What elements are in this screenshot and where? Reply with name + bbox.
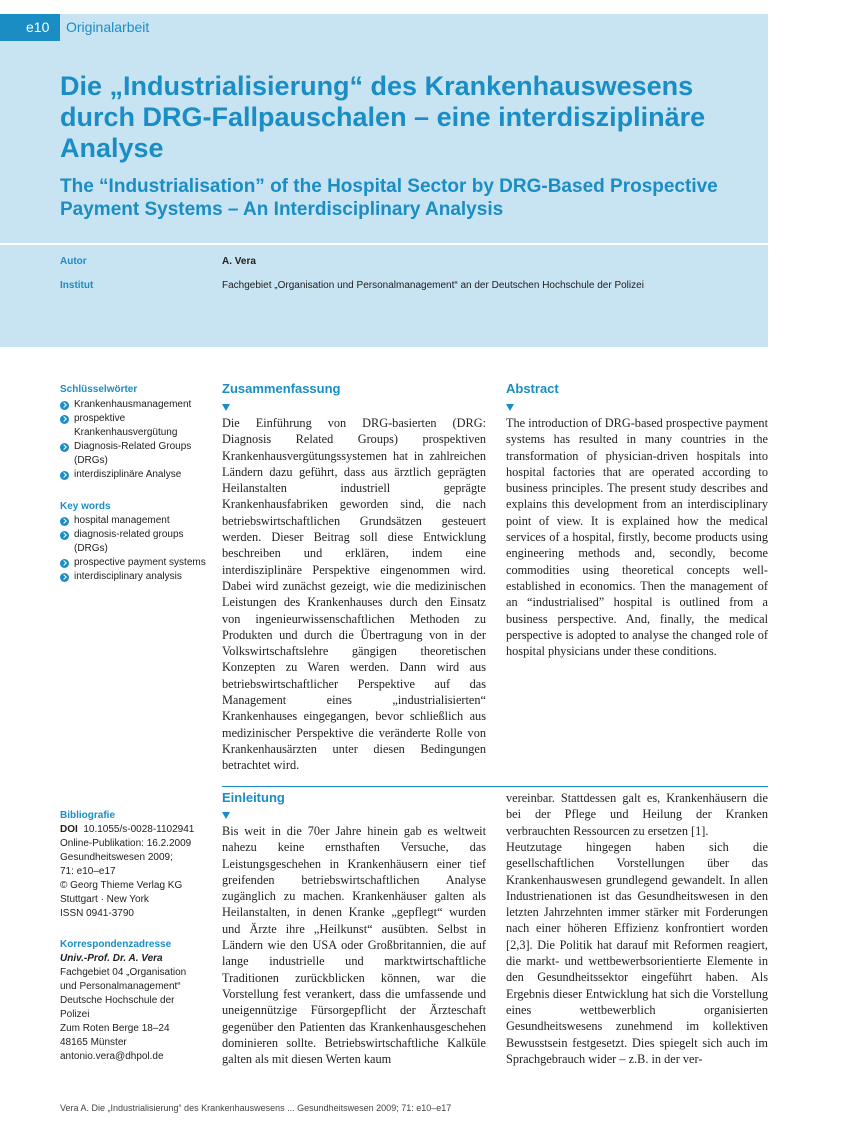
list-item: interdisciplinary analysis	[60, 570, 210, 584]
address-line: Deutsche Hochschule der	[60, 995, 175, 1006]
zusammenfassung-text: Die Einführung von DRG-basierten (DRG: Diagnosis Related Groups) prospektiven Krankenhausvergütungssystemen hat in zahlreichen Ländern dazu geführt, dass aus ärztlich geprägten Heilanstalten industriell geprägte Krankenhausfabriken geworden sind, die nach betriebswirtschaftlichen Grundsätzen gesteuert werden. Dieser Beitrag soll diese Entwicklung beschreiben und erklären, indem eine interdisziplinäre Perspektive eingenommen wird. Dabei wird zunächst gezeigt, wie die medizinischen Leistungen des Krankenhauses durch den Einsatz von ingenieurwissenschaftlichen Methoden zu Produkten und durch die Übertragung von in der Volkswirtschaftslehre gängigen theoretischen Konzepten zu Waren werden. Dann wird aus betriebswirtschaftlicher Perspektive auf das Management eines „industrialisierten“ Krankenhauses eingegangen, bevor schließlich aus medizinischer Perspektive die veränderte Rolle von Krankenhausärzten unter diesen Bedingungen betrachtet wird.	[222, 416, 486, 773]
article-title-german: Die „Industrialisierung“ des Krankenhauswesens durch DRG-Fallpauschalen – eine interdisziplinäre Analyse	[60, 71, 706, 163]
bibliography-block	[60, 809, 215, 921]
author-value: A. Vera	[222, 256, 256, 267]
list-item: diagnosis-related groups (DRGs)	[60, 528, 210, 556]
triangle-down-icon	[222, 404, 230, 411]
journal-name: Gesundheitswesen 2009;	[60, 852, 173, 863]
correspondence-block	[60, 938, 215, 1064]
keywords-de-heading: Schlüsselwörter	[60, 384, 138, 395]
list-item: prospektive Krankenhausvergütung	[60, 412, 210, 440]
address-line: Fachgebiet 04 „Organisation	[60, 967, 187, 978]
keywords-en-heading: Key words	[60, 501, 111, 512]
address-line: 48165 Münster	[60, 1037, 127, 1048]
address-line: und Personalmanagement“	[60, 981, 181, 992]
keywords-de-list	[60, 398, 210, 482]
list-item: Diagnosis-Related Groups (DRGs)	[60, 440, 210, 468]
abstract-heading: Abstract	[506, 381, 559, 396]
issn: ISSN 0941-3790	[60, 908, 134, 919]
publisher: © Georg Thieme Verlag KG	[60, 880, 183, 891]
article-category: Originalarbeit	[60, 14, 768, 41]
abstract-text: The introduction of DRG-based prospective payment systems has resulted in many countries in the transformation of physician-driven hospitals into hospital factories that are operated according to business principles. The present study describes and explains this development from an interdisciplinary point of view. It is explained how the medical services of a hospital, firstly, become products using engineering methods and, secondly, become commodities using theoretical concepts well-established in economics. Then the management of an “industrialised” hospital is outlined from a business perspective. And, finally, the medical perspective is adopted to analyse the changed role of hospital physicians under these conditions.	[506, 416, 768, 659]
doi-value: 10.1055/s-0028-1102941	[83, 824, 195, 835]
list-item: Krankenhausmanagement	[60, 398, 210, 412]
doi-label: DOI	[60, 824, 78, 835]
email-address[interactable]: antonio.vera@dhpol.de	[60, 1051, 164, 1062]
correspondence-heading: Korrespondenzadresse	[60, 939, 172, 950]
arrow-bullet-icon	[60, 573, 69, 582]
zusammenfassung-heading: Zusammenfassung	[222, 381, 341, 396]
page-number: e10	[0, 14, 60, 41]
institute-value: Fachgebiet „Organisation und Personalmanagement“ an der Deutschen Hochschule der Polizei	[222, 280, 644, 291]
einleitung-column-2-paragraph-2: Heutzutage hingegen haben sich die gesellschaftlichen Vorstellungen über das Krankenhauswesen grundlegend gewandelt. In allen Industrienationen ist das Gesundheitswesen in den letzten Jahrzehnten immer stärker mit Forderungen nach einer höheren Effizienz konfrontiert worden [2,3]. Die Politik hat darauf mit Reformen reagiert, die markt- und wettbewerbsorientierte Elemente in den Gesundheitssektor eingeführt haben. Als Ergebnis dieser Entwicklung hat sich die Vorstellung eines wettbewerblich organisierten Gesundheitswesens zunehmend im kollektiven Bewusstsein festgesetzt. Dies spiegelt sich auch im Sprachgebrauch wider – z.B. in der ver-	[506, 840, 768, 1066]
list-item: hospital management	[60, 514, 210, 528]
author-label: Autor	[60, 256, 87, 267]
keywords-en-list	[60, 514, 210, 584]
title-divider	[0, 243, 768, 245]
list-item: interdisziplinäre Analyse	[60, 468, 210, 482]
online-publication: Online-Publikation: 16.2.2009	[60, 838, 192, 849]
arrow-bullet-icon	[60, 415, 69, 424]
section-divider	[222, 786, 768, 787]
doi-row	[60, 823, 215, 837]
arrow-bullet-icon	[60, 443, 69, 452]
article-title-english: The “Industrialisation” of the Hospital Sector by DRG-Based Prospective Payment Systems – An Interdisciplinary Analysis	[60, 176, 718, 220]
institute-label: Institut	[60, 280, 94, 291]
triangle-down-icon	[506, 404, 514, 411]
arrow-bullet-icon	[60, 559, 69, 568]
arrow-bullet-icon	[60, 531, 69, 540]
address-line: Zum Roten Berge 18–24	[60, 1023, 170, 1034]
arrow-bullet-icon	[60, 517, 69, 526]
journal-pages: 71: e10–e17	[60, 866, 116, 877]
correspondence-name: Univ.-Prof. Dr. A. Vera	[60, 953, 163, 964]
list-item: prospective payment systems	[60, 556, 210, 570]
einleitung-heading: Einleitung	[222, 790, 285, 805]
bibliography-heading: Bibliografie	[60, 810, 116, 821]
address-line: Polizei	[60, 1009, 90, 1020]
arrow-bullet-icon	[60, 471, 69, 480]
einleitung-column-1: Bis weit in die 70er Jahre hinein gab es weltweit nahezu keine ernsthaften Versuche, das Leistungsgeschehen in Krankenhäusern einer tief greifenden betriebswirtschaftlichen Analyse zugänglich zu machen. Krankenhäuser galten als Heilanstalten, in denen Kranke „gepflegt“ wurden und Ärzte ihre „Heilkunst“ ausübten. Selbst in Ländern wie den USA oder Großbritannien, die auf lange industrielle und marktwirtschaftliche Traditionen zurückblicken können, war die Vorstellung fest verankert, dass die umfassende und uneigennützige Fürsorgepflicht der Ärzteschaft gegenüber den Patienten das Krankenhausgeschehen dominieren sollte. Betriebswirtschaftliche Kalküle galten als mit diesen Werten kaum	[222, 824, 486, 1067]
einleitung-column-2-paragraph-1: vereinbar. Stattdessen galt es, Krankenhäusern die bei der Pflege und Heilung der Kranken verbrauchten Ressourcen zu ersetzen [1].	[506, 791, 768, 838]
triangle-down-icon	[222, 812, 230, 819]
publisher-place: Stuttgart · New York	[60, 894, 149, 905]
arrow-bullet-icon	[60, 401, 69, 410]
page-footer: Vera A. Die „Industrialisierung“ des Krankenhauswesens ... Gesundheitswesen 2009; 71: e10–e17	[60, 1103, 452, 1113]
